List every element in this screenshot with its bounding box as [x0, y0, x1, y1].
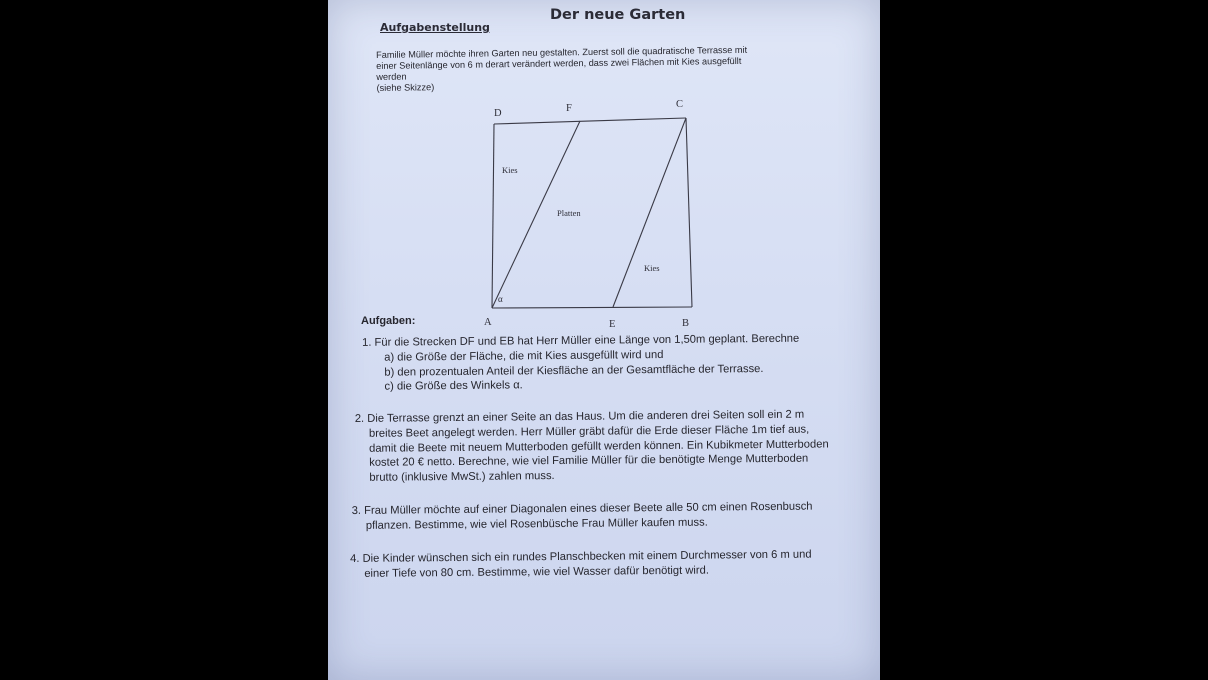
intro-line: Familie Müller möchte ihren Garten neu gestalten. Zuerst soll die quadratische Terrasse mit: [376, 44, 748, 60]
point-label-b: B: [682, 318, 690, 329]
task-2-line: 2. Die Terrasse grenzt an einer Seite an das Haus. Um die anderen drei Seiten soll ein 2 m: [354, 408, 805, 425]
point-label-e: E: [609, 319, 616, 330]
edge-da: [492, 124, 494, 308]
intro-line: (siehe Skizze): [376, 82, 435, 93]
worksheet-page: [328, 0, 880, 680]
task-4-line: 4. Die Kinder wünschen sich ein rundes Planschbecken mit einem Durchmesser von 6 m und: [350, 548, 812, 565]
point-label-d: D: [494, 108, 502, 119]
intro-line: einer Seitenlänge von 6 m derart verändert werden, dass zwei Flächen mit Kies ausgefüllt: [376, 55, 742, 71]
task-4: [350, 548, 812, 582]
region-label-kies-right: Kies: [644, 263, 660, 273]
angle-label-alpha: α: [498, 294, 503, 304]
region-label-platten: Platten: [557, 208, 581, 218]
task-2-line: breites Beet angelegt werden. Herr Müller gräbt dafür die Erde dieser Fläche 1m tief aus,: [368, 423, 810, 440]
task-2: [355, 407, 829, 486]
task-3: [352, 500, 813, 534]
intro-text: [376, 44, 837, 94]
section-label: Aufgabenstellung: [380, 21, 490, 34]
region-label-kies-left: Kies: [502, 165, 518, 175]
task-1b: b) den prozentualen Anteil der Kiesfläche an der Gesamtfläche der Terrasse.: [384, 362, 764, 379]
task-1a: a) die Größe der Fläche, die mit Kies ausgefüllt wird und: [384, 348, 664, 364]
point-label-c: C: [676, 99, 684, 110]
point-label-f: F: [566, 103, 572, 114]
edge-cd: [494, 118, 686, 124]
edge-bc: [686, 118, 692, 307]
terrace-sketch: [468, 96, 708, 332]
tasks-heading: Aufgaben:: [361, 315, 416, 327]
task-3-line: 3. Frau Müller möchte auf einer Diagonalen eines dieser Beete alle 50 cm einen Rosenbusch: [351, 500, 813, 517]
task-2-line: damit die Beete mit neuem Mutterboden gefüllt werden können. Ein Kubikmeter Mutterboden: [369, 437, 829, 455]
point-label-a: A: [484, 317, 492, 328]
page-title: Der neue Garten: [550, 7, 686, 23]
task-1c: c) die Größe des Winkels α.: [384, 379, 523, 394]
intro-line: werden: [376, 71, 407, 82]
task-4-line: einer Tiefe von 80 cm. Bestimme, wie viel Wasser dafür benötigt wird.: [364, 564, 709, 580]
task-1-text: 1. Für die Strecken DF und EB hat Herr Müller eine Länge von 1,50m geplant. Berechne: [362, 332, 800, 349]
edge-ab: [492, 307, 692, 308]
task-1: [362, 332, 800, 395]
task-3-line: pflanzen. Bestimme, wie viel Rosenbüsche Frau Müller kaufen muss.: [365, 516, 708, 532]
task-2-line: brutto (inklusive MwSt.) zahlen muss.: [369, 470, 555, 484]
line-ec: [613, 118, 686, 307]
task-2-line: kostet 20 € netto. Berechne, wie viel Familie Müller für die benötigte Menge Mutterboden: [369, 452, 809, 470]
